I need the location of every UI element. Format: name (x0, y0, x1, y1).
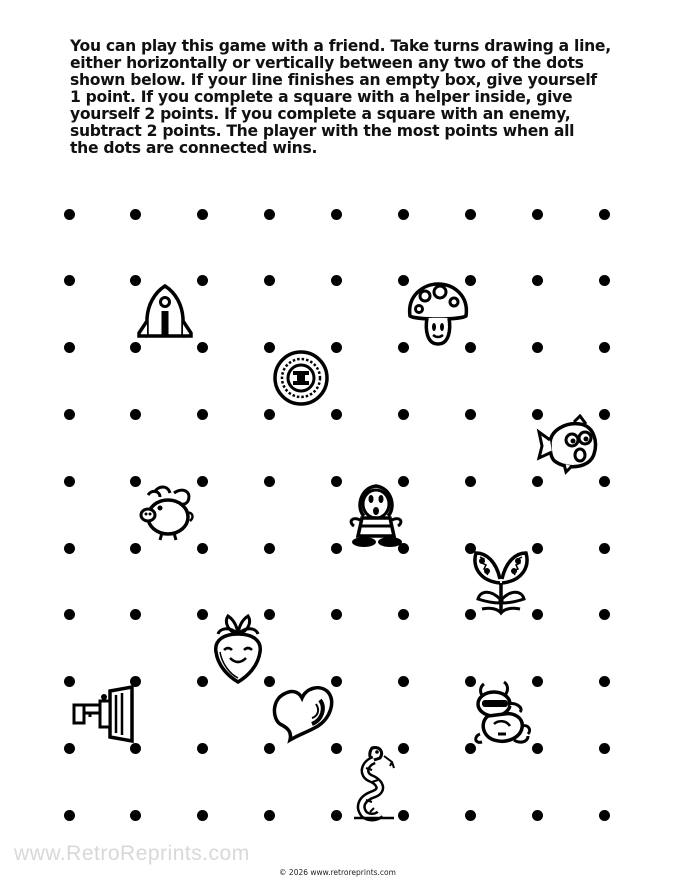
cannon-key-icon (70, 685, 136, 743)
grid-dot[interactable] (599, 342, 610, 353)
grid-dot[interactable] (64, 342, 75, 353)
grid-dot[interactable] (264, 810, 275, 821)
copyright-text: © 2026 www.retroreprints.com (279, 868, 396, 877)
grid-dot[interactable] (465, 810, 476, 821)
grid-dot[interactable] (197, 609, 208, 620)
grid-dot[interactable] (197, 209, 208, 220)
grid-dot[interactable] (64, 209, 75, 220)
grid-dot[interactable] (331, 476, 342, 487)
flying-pig-icon (138, 483, 198, 543)
grid-dot[interactable] (599, 810, 610, 821)
grid-dot[interactable] (532, 543, 543, 554)
grid-dot[interactable] (465, 409, 476, 420)
grid-dot[interactable] (532, 609, 543, 620)
turnip-icon (210, 612, 266, 686)
grid-dot[interactable] (130, 810, 141, 821)
grid-dot[interactable] (532, 810, 543, 821)
grid-dot[interactable] (331, 342, 342, 353)
grid-dot[interactable] (599, 543, 610, 554)
instruction-line: shown below. If your line finishes an empty box, give yourself (70, 71, 597, 89)
grid-dot[interactable] (197, 342, 208, 353)
grid-dot[interactable] (130, 609, 141, 620)
grid-dot[interactable] (64, 275, 75, 286)
grid-dot[interactable] (331, 543, 342, 554)
grid-dot[interactable] (197, 275, 208, 286)
grid-dot[interactable] (465, 209, 476, 220)
instruction-line: the dots are connected wins. (70, 139, 318, 157)
shy-guy-icon (346, 482, 406, 550)
grid-dot[interactable] (264, 209, 275, 220)
grid-dot[interactable] (64, 810, 75, 821)
grid-dot[interactable] (532, 342, 543, 353)
coin-icon (272, 349, 330, 407)
grid-dot[interactable] (331, 209, 342, 220)
grid-dot[interactable] (64, 476, 75, 487)
watermark: www.RetroReprints.com (14, 842, 250, 865)
grid-dot[interactable] (398, 810, 409, 821)
grid-dot[interactable] (197, 409, 208, 420)
grid-dot[interactable] (197, 810, 208, 821)
grid-dot[interactable] (130, 342, 141, 353)
grid-dot[interactable] (64, 743, 75, 754)
instruction-line: 1 point. If you complete a square with a helper inside, give (70, 88, 573, 106)
rat-enemy-icon (470, 678, 536, 748)
grid-dot[interactable] (197, 676, 208, 687)
piranha-plant-icon (470, 547, 532, 617)
cheep-cheep-fish-icon (536, 414, 602, 476)
grid-dot[interactable] (599, 275, 610, 286)
grid-dot[interactable] (264, 476, 275, 487)
grid-dot[interactable] (532, 476, 543, 487)
grid-dot[interactable] (398, 609, 409, 620)
instruction-line: yourself 2 points. If you complete a square with an enemy, (70, 105, 571, 123)
grid-dot[interactable] (264, 543, 275, 554)
mushroom-icon (405, 280, 471, 350)
grid-dot[interactable] (64, 409, 75, 420)
instruction-line: You can play this game with a friend. Take turns drawing a line, (70, 37, 611, 55)
grid-dot[interactable] (130, 743, 141, 754)
grid-dot[interactable] (130, 209, 141, 220)
rocket-icon (136, 283, 194, 341)
grid-dot[interactable] (398, 743, 409, 754)
grid-dot[interactable] (398, 676, 409, 687)
grid-dot[interactable] (398, 209, 409, 220)
grid-dot[interactable] (197, 543, 208, 554)
grid-dot[interactable] (532, 275, 543, 286)
grid-dot[interactable] (264, 275, 275, 286)
instruction-line: subtract 2 points. The player with the most points when all (70, 122, 575, 140)
grid-dot[interactable] (331, 275, 342, 286)
grid-dot[interactable] (465, 476, 476, 487)
heart-icon (270, 680, 334, 746)
grid-dot[interactable] (331, 409, 342, 420)
grid-dot[interactable] (599, 609, 610, 620)
snake-icon (350, 744, 398, 822)
instruction-line: either horizontally or vertically between any two of the dots (70, 54, 584, 72)
grid-dot[interactable] (331, 609, 342, 620)
grid-dot[interactable] (599, 476, 610, 487)
grid-dot[interactable] (197, 743, 208, 754)
grid-dot[interactable] (532, 209, 543, 220)
grid-dot[interactable] (130, 409, 141, 420)
grid-dot[interactable] (398, 409, 409, 420)
grid-dot[interactable] (197, 476, 208, 487)
grid-dot[interactable] (64, 609, 75, 620)
grid-dot[interactable] (331, 810, 342, 821)
grid-dot[interactable] (130, 543, 141, 554)
grid-dot[interactable] (599, 209, 610, 220)
grid-dot[interactable] (264, 409, 275, 420)
grid-dot[interactable] (64, 543, 75, 554)
grid-dot[interactable] (599, 676, 610, 687)
grid-dot[interactable] (599, 743, 610, 754)
